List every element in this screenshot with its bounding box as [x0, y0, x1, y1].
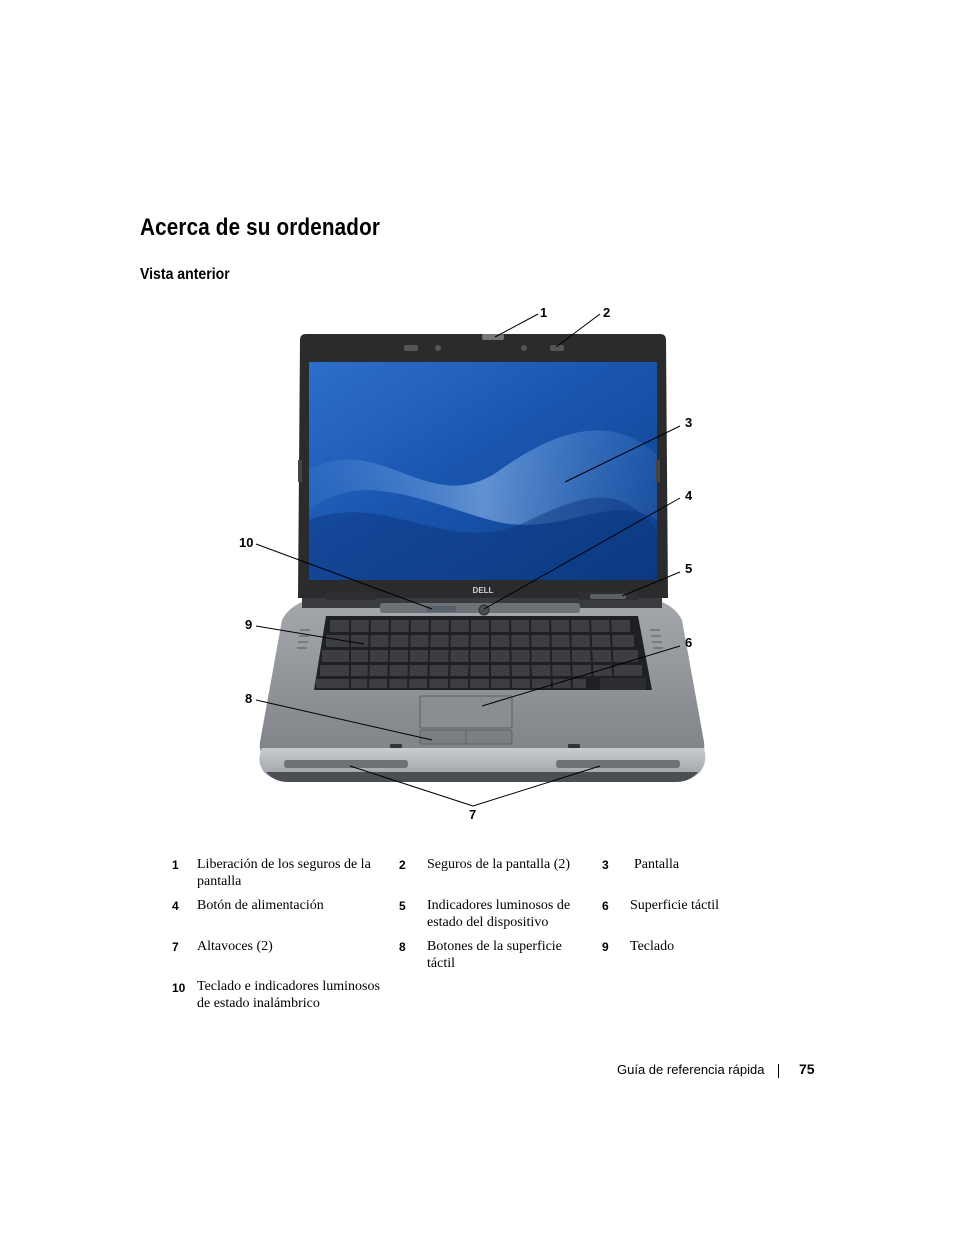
- legend-text: Pantalla: [634, 857, 680, 872]
- page-number: 75: [799, 1061, 815, 1077]
- legend-text: Superficie táctil: [630, 898, 720, 913]
- footer-guide-title: Guía de referencia rápida: [617, 1062, 765, 1077]
- callout-4: 4: [685, 488, 693, 503]
- footer-separator: [778, 1064, 779, 1078]
- legend-text: Botones de la superficie táctil: [427, 939, 562, 971]
- legend-num: 1: [172, 858, 179, 872]
- legend-text: Teclado e indicadores luminosos de estado inalámbrico: [197, 979, 380, 1011]
- callout-1: 1: [540, 305, 548, 320]
- callout-10: 10: [239, 535, 254, 550]
- legend-text: Liberación de los seguros de la pantalla: [197, 857, 371, 889]
- legend-num: 10: [172, 981, 186, 995]
- callout-7: 7: [469, 807, 477, 822]
- speaker-left: [284, 760, 408, 768]
- legend-num: 4: [172, 899, 179, 913]
- callout-6: 6: [685, 635, 693, 650]
- legend-num: 3: [602, 858, 609, 872]
- legend-text: Teclado: [630, 939, 675, 954]
- legend-text: Botón de alimentación: [197, 898, 324, 913]
- page-title: Acerca de su ordenador: [140, 214, 381, 241]
- legend-text: Indicadores luminosos de estado del dispositivo: [427, 898, 571, 930]
- callout-2: 2: [603, 305, 611, 320]
- legend-num: 9: [602, 940, 609, 954]
- legend-num: 6: [602, 899, 609, 913]
- legend-num: 2: [399, 858, 406, 872]
- legend-num: 8: [399, 940, 406, 954]
- callout-9: 9: [245, 617, 253, 632]
- legend-text: Altavoces (2): [197, 939, 273, 954]
- section-title: Vista anterior: [140, 266, 230, 283]
- legend-num: 7: [172, 940, 179, 954]
- speaker-right: [556, 760, 680, 768]
- brand-logo: DELL: [472, 586, 494, 595]
- callout-5: 5: [685, 561, 693, 576]
- callout-3: 3: [685, 415, 693, 430]
- legend-text: Seguros de la pantalla (2): [427, 857, 571, 872]
- legend-num: 5: [399, 899, 406, 913]
- callout-8: 8: [245, 691, 253, 706]
